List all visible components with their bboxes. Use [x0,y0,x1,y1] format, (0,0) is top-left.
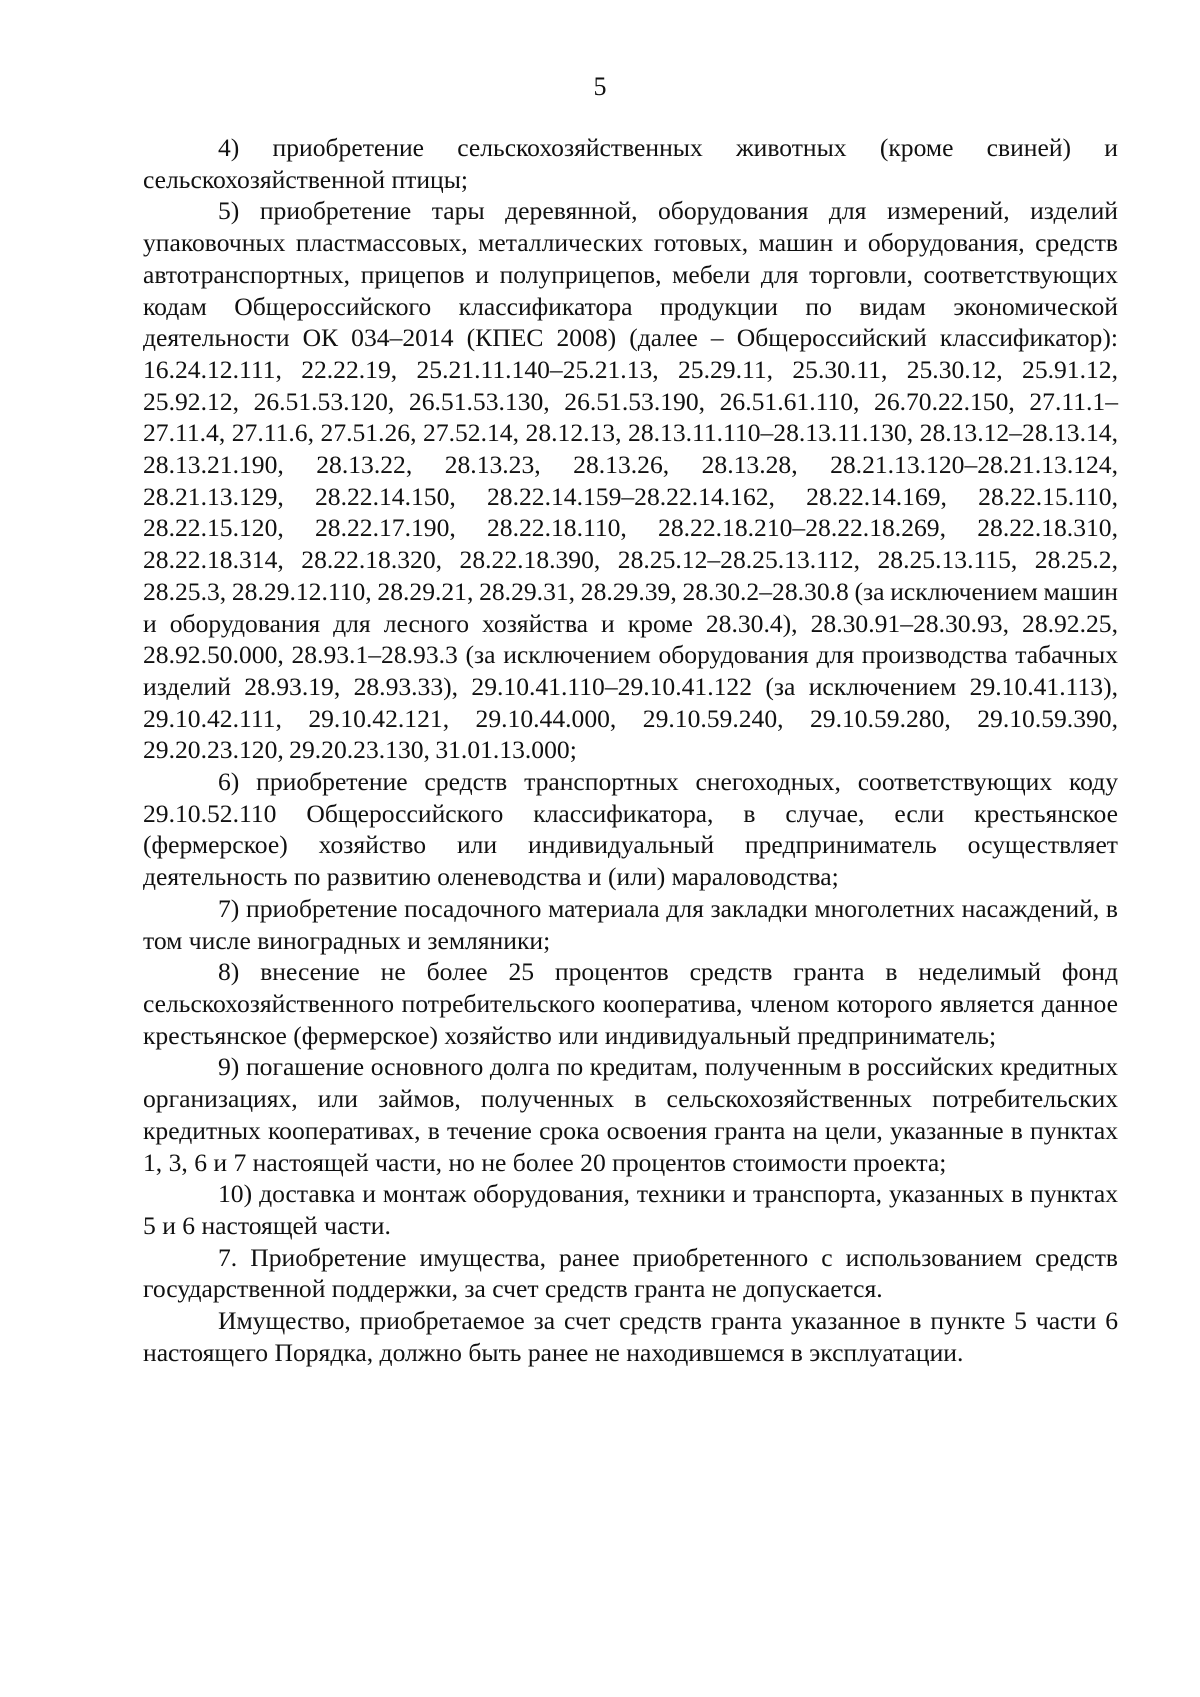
paragraph-item-9: 9) погашение основного долга по кредитам, полученным в российских кредитных организациях, или займов, полученных в сельскохозяйственных потребительских кредитных кооперативах, в течение срока освоения гранта на цели, указанные в пунктах 1, 3, 6 и 7 настоящей части, но не более 20 процентов стоимости проекта; [143,1052,1118,1177]
paragraph-item-7: 7) приобретение посадочного материала для закладки многолетних насаждений, в том числе виноградных и земляники; [143,893,1118,955]
paragraph-item-6: 6) приобретение средств транспортных снегоходных, соответствующих коду 29.10.52.110 Общероссийского классификатора, в случае, если крестьянское (фермерское) хозяйство или индивидуальный предприниматель осуществляет деятельность по развитию оленеводства и (или) мараловодства; [143,767,1118,892]
paragraph-item-5: 5) приобретение тары деревянной, оборудования для измерений, изделий упаковочных пластмассовых, металлических готовых, машин и оборудования, средств автотранспортных, прицепов и полуприцепов, мебели для торговли, соответствующих кодам Общероссийского классификатора продукции по видам экономической деятельности ОК 034–2014 (КПЕС 2008) (далее – Общероссийский классификатор): 16.24.12.111, 22.22.19, 25.21.11.140–25.21.13, 25.29.11, 25.30.11, 25.30.12, 25.91.12, 25.92.12, 26.51.53.120, 26.51.53.130, 26.51.53.190, 26.51.61.110, 26.70.22.150, 27.11.1–27.11.4, 27.11.6, 27.51.26, 27.52.14, 28.12.13, 28.13.11.110–28.13.11.130, 28.13.12–28.13.14, 28.13.21.190, 28.13.22, 28.13.23, 28.13.26, 28.13.28, 28.21.13.120–28.21.13.124, 28.21.13.129, 28.22.14.150, 28.22.14.159–28.22.14.162, 28.22.14.169, 28.22.15.110, 28.22.15.120, 28.22.17.190, 28.22.18.110, 28.22.18.210–28.22.18.269, 28.22.18.310, 28.22.18.314, 28.22.18.320, 28.22.18.390, 28.25.12–28.25.13.112, 28.25.13.115, 28.25.2, 28.25.3, 28.29.12.110, 28.29.21, 28.29.31, 28.29.39, 28.30.2–28.30.8 (за исключением машин и оборудования для лесного хозяйства и кроме 28.30.4), 28.30.91–28.30.93, 28.92.25, 28.92.50.000, 28.93.1–28.93.3 (за исключением оборудования для производства табачных изделий 28.93.19, 28.93.33), 29.10.41.110–29.10.41.122 (за исключением 29.10.41.113), 29.10.42.111, 29.10.42.121, 29.10.44.000, 29.10.59.240, 29.10.59.280, 29.10.59.390, 29.20.23.120, 29.20.23.130, 31.01.13.000; [143,196,1118,765]
page-number: 5 [593,72,607,101]
document-body [143,132,1118,1368]
paragraph-property-note: Имущество, приобретаемое за счет средств гранта указанное в пункте 5 части 6 настоящего Порядка, должно быть ранее не находившемся в эксплуатации. [143,1306,1118,1367]
paragraph-section-7: 7. Приобретение имущества, ранее приобретенного с использованием средств государственной поддержки, за счет средств гранта не допускается. [143,1242,1118,1304]
paragraph-item-10: 10) доставка и монтаж оборудования, техники и транспорта, указанных в пунктах 5 и 6 настоящей части. [143,1179,1118,1240]
paragraph-item-4: 4) приобретение сельскохозяйственных животных (кроме свиней) и сельскохозяйственной птицы; [143,133,1118,194]
paragraph-item-8: 8) внесение не более 25 процентов средств гранта в неделимый фонд сельскохозяйственного потребительского кооператива, членом которого является данное крестьянское (фермерское) хозяйство или индивидуальный предприниматель; [143,957,1118,1050]
